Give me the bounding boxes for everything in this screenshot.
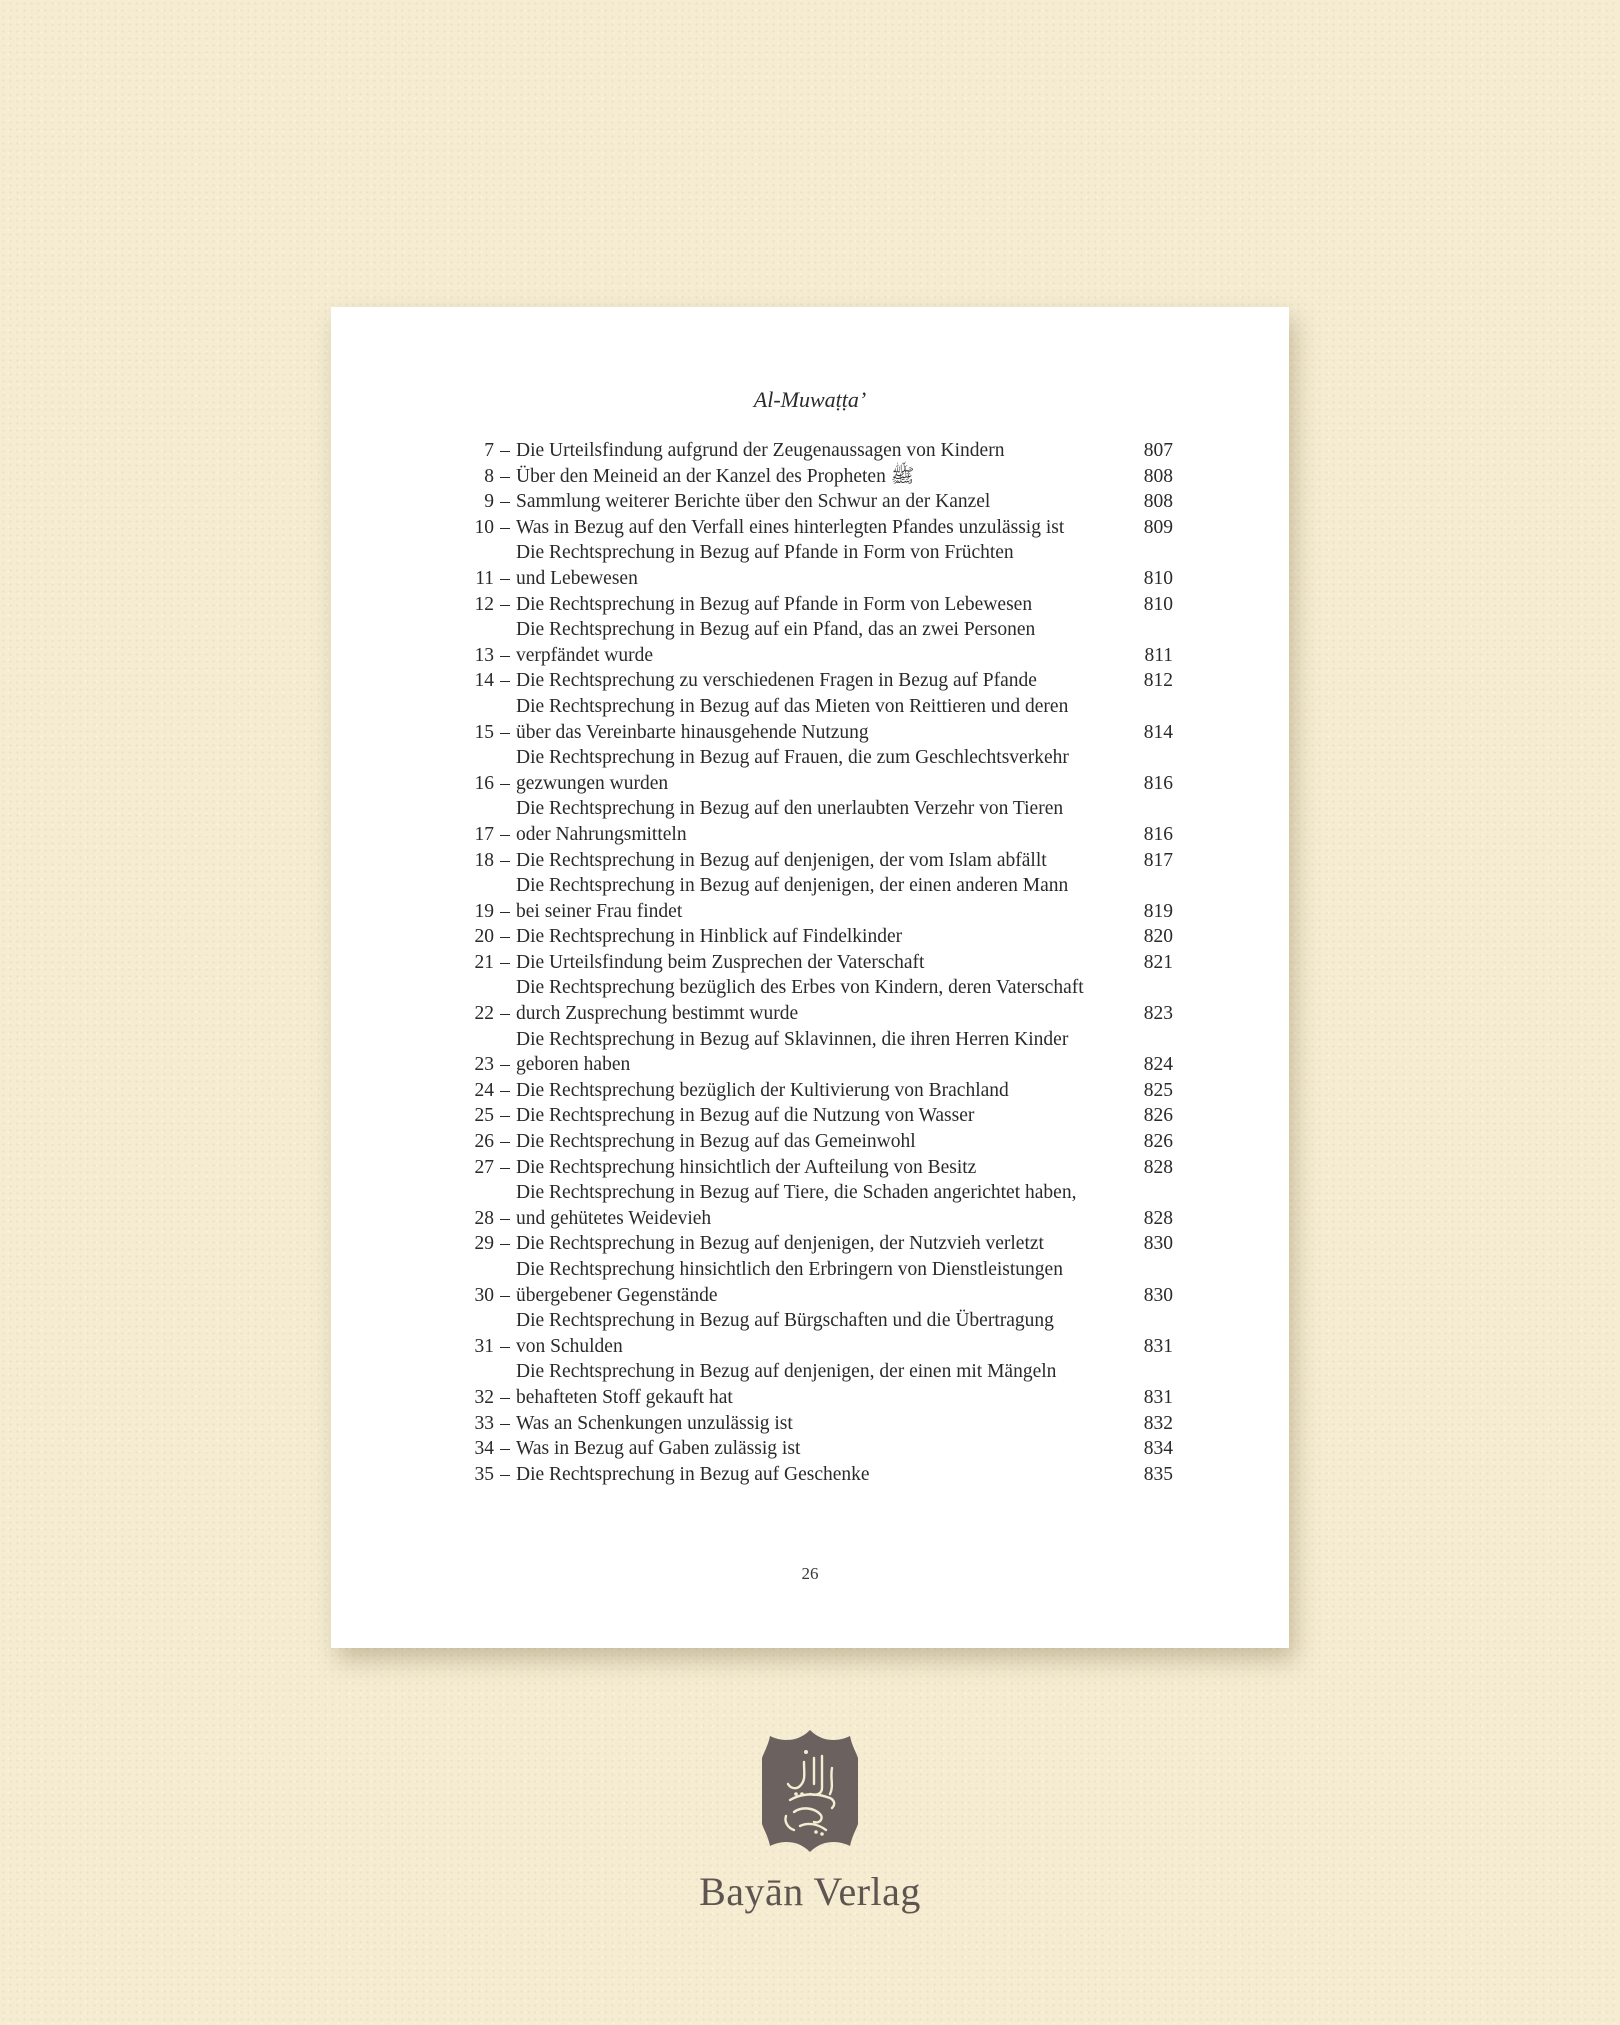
- toc-entry-title: [516, 1462, 1133, 1488]
- toc-entry-title-line: Was in Bezug auf den Verfall eines hinterlegten Pfandes unzulässig ist: [516, 516, 1065, 538]
- toc-entry-title: [516, 1129, 1133, 1155]
- toc-entry-title-line: Die Rechtsprechung bezüglich der Kultivierung von Brachland: [516, 1079, 1009, 1101]
- toc-entry-continuation-line: über das Vereinbarte hinausgehende Nutzung: [516, 721, 869, 743]
- toc-entry-number: 35: [474, 1463, 494, 1485]
- toc-entry-title: [516, 848, 1133, 874]
- toc-entry-page: 816: [1143, 823, 1173, 845]
- toc-entry: [468, 438, 1173, 464]
- toc-entry-continuation-line: oder Nahrungsmitteln: [516, 823, 687, 845]
- toc-entry-continuation-line: und Lebewesen: [516, 567, 638, 589]
- toc-entry-title: [516, 1078, 1133, 1104]
- toc-entry-number: 8: [484, 465, 494, 487]
- toc-entry-title-line: Die Rechtsprechung in Bezug auf denjenigen, der vom Islam abfällt: [516, 849, 1047, 871]
- toc-entry-dash: –: [500, 772, 510, 794]
- toc-entry: [468, 1155, 1173, 1181]
- toc-entry: [468, 1359, 1173, 1410]
- toc-entry-title: [516, 745, 1133, 796]
- toc-entry-title: [516, 975, 1133, 1026]
- toc-entry-continuation-line: durch Zusprechung bestimmt wurde: [516, 1003, 799, 1025]
- toc-entry-title-line: Die Rechtsprechung in Bezug auf die Nutzung von Wasser: [516, 1105, 975, 1127]
- toc-entry-page: 826: [1143, 1105, 1173, 1127]
- toc-entry-number: 26: [474, 1131, 494, 1153]
- toc-entry-dash: –: [500, 516, 510, 538]
- toc-entry-number: 30: [474, 1284, 494, 1306]
- toc-entry-page: 834: [1143, 1438, 1173, 1460]
- toc-entry-page: 830: [1143, 1233, 1173, 1255]
- toc-entry-title-line: Die Rechtsprechung in Bezug auf Sklavinnen, die ihren Herren Kinder: [516, 1028, 1069, 1050]
- toc-entry-title-line: Sammlung weiterer Berichte über den Schwur an der Kanzel: [516, 491, 991, 513]
- toc-entry-number: 9: [484, 491, 494, 513]
- toc-entry-number: 12: [474, 593, 494, 615]
- toc-entry: [468, 745, 1173, 796]
- toc-entry-title: [516, 617, 1133, 668]
- toc-entry-dash: –: [500, 1207, 510, 1229]
- toc-entry-title-line: Die Urteilsfindung aufgrund der Zeugenaussagen von Kindern: [516, 440, 1005, 461]
- toc-entry-title-line: Was an Schenkungen unzulässig ist: [516, 1412, 793, 1434]
- toc-entry-dash: –: [500, 951, 510, 973]
- toc-entry-dash: –: [500, 670, 510, 692]
- toc-entry-dash: –: [500, 491, 510, 513]
- toc-entry-number: 33: [474, 1412, 494, 1434]
- toc-entry-dash: –: [500, 1003, 510, 1025]
- toc-entry-page: 811: [1144, 644, 1173, 666]
- toc-entry: [468, 1027, 1173, 1078]
- toc-entry: [468, 796, 1173, 847]
- toc-entry: [468, 950, 1173, 976]
- toc-entry-dash: –: [500, 567, 510, 589]
- toc-entry-title-line: Über den Meineid an der Kanzel des Propheten ﷺ: [516, 465, 915, 487]
- toc-entry-title-line: Die Rechtsprechung in Bezug auf den unerlaubten Verzehr von Tieren: [516, 798, 1064, 820]
- toc-entry-page: 812: [1143, 670, 1173, 692]
- publisher-name: Bayān Verlag: [699, 1869, 921, 1914]
- toc-entry: [468, 1103, 1173, 1129]
- toc-entry-dash: –: [500, 1386, 510, 1408]
- toc-entry-title-line: Die Rechtsprechung hinsichtlich den Erbringern von Dienstleistungen: [516, 1259, 1063, 1280]
- toc-entry-page: 810: [1143, 593, 1173, 615]
- toc-entry-number: 11: [475, 567, 494, 589]
- toc-entry-dash: –: [500, 823, 510, 845]
- toc-entry: [468, 1257, 1173, 1308]
- toc-entry-number: 25: [474, 1105, 494, 1127]
- toc-entry: [468, 924, 1173, 950]
- toc-entry-dash: –: [500, 1233, 510, 1255]
- toc-entry-number: 34: [474, 1438, 494, 1460]
- toc-entry-title: [516, 1436, 1133, 1462]
- toc-entry-number: 7: [484, 440, 494, 461]
- toc-entry-dash: –: [500, 1131, 510, 1153]
- toc-entry-page: 809: [1143, 516, 1173, 538]
- toc-entry-dash: –: [500, 1284, 510, 1306]
- toc-entry-page: 808: [1143, 491, 1173, 513]
- toc-entry-dash: –: [500, 1105, 510, 1127]
- toc-entry-dash: –: [500, 1335, 510, 1357]
- toc-entry: [468, 1180, 1173, 1231]
- toc-entry-page: 828: [1143, 1156, 1173, 1178]
- toc-entry-number: 15: [474, 721, 494, 743]
- toc-entry-title-line: Die Rechtsprechung in Bezug auf Tiere, die Schaden angerichtet haben,: [516, 1182, 1077, 1204]
- toc-entry-page: 824: [1143, 1054, 1173, 1076]
- toc-entry-number: 19: [474, 900, 494, 922]
- toc-entry: [468, 668, 1173, 694]
- toc-entry: [468, 1462, 1173, 1488]
- toc-entry-page: 821: [1143, 951, 1173, 973]
- toc-entry-dash: –: [500, 721, 510, 743]
- toc-entry-title: [516, 1411, 1133, 1437]
- toc-entry-number: 24: [474, 1079, 494, 1101]
- toc-entry-title: [516, 515, 1133, 541]
- toc-entry-number: 16: [474, 772, 494, 794]
- toc-entry-title: [516, 950, 1133, 976]
- toc-entry: [468, 1129, 1173, 1155]
- toc-entry-title-line: Die Rechtsprechung in Bezug auf denjenigen, der einen anderen Mann: [516, 875, 1069, 897]
- toc-entry-page: 831: [1143, 1335, 1173, 1357]
- toc-entry-dash: –: [500, 1079, 510, 1101]
- toc-entry-title-line: Die Rechtsprechung in Hinblick auf Findelkinder: [516, 926, 903, 948]
- toc-entry-page: 825: [1143, 1079, 1173, 1101]
- toc-entry-dash: –: [500, 440, 510, 461]
- toc-entry-number: 14: [474, 670, 494, 692]
- toc-entry-title: [516, 592, 1133, 618]
- toc-entry-title: [516, 694, 1133, 745]
- toc-entry-dash: –: [500, 1054, 510, 1076]
- arabic-calligraphy-emblem-icon: [760, 1728, 860, 1854]
- toc-entry-title-line: Die Rechtsprechung in Bezug auf Geschenke: [516, 1463, 870, 1485]
- toc-entry-number: 28: [474, 1207, 494, 1229]
- toc-entry-title-line: Die Rechtsprechung in Bezug auf Bürgschaften und die Übertragung: [516, 1310, 1054, 1332]
- toc-entry: [468, 975, 1173, 1026]
- toc-entry-title-line: Die Rechtsprechung in Bezug auf Frauen, die zum Geschlechtsverkehr: [516, 747, 1069, 769]
- toc-entry-number: 10: [474, 516, 494, 538]
- toc-entry-title: [516, 1027, 1133, 1078]
- toc-entry-number: 23: [474, 1054, 494, 1076]
- toc-entry-page: 814: [1143, 721, 1173, 743]
- toc-entry-title: [516, 1231, 1133, 1257]
- toc-entry: [468, 617, 1173, 668]
- toc-entry-dash: –: [500, 1463, 510, 1485]
- toc-entry-continuation-line: verpfändet wurde: [516, 644, 653, 666]
- toc-entry: [468, 464, 1173, 490]
- toc-entry: [468, 489, 1173, 515]
- toc-entry-title: [516, 1180, 1133, 1231]
- toc-entry-number: 13: [474, 644, 494, 666]
- toc-entry-number: 27: [474, 1156, 494, 1178]
- toc-entry-page: 817: [1143, 849, 1173, 871]
- toc-entry-number: 31: [474, 1335, 494, 1357]
- toc-entry-page: 835: [1143, 1463, 1173, 1485]
- book-page: [331, 307, 1289, 1648]
- toc-entry-title-line: Die Rechtsprechung bezüglich des Erbes von Kindern, deren Vaterschaft: [516, 977, 1084, 999]
- toc-entry-continuation-line: geboren haben: [516, 1054, 631, 1076]
- toc-entry-title: [516, 1359, 1133, 1410]
- toc-entry-title: [516, 796, 1133, 847]
- toc-entry: [468, 1411, 1173, 1437]
- toc-entry-title-line: Die Urteilsfindung beim Zusprechen der Vaterschaft: [516, 951, 925, 973]
- toc-entry-title-line: Die Rechtsprechung in Bezug auf denjenigen, der Nutzvieh verletzt: [516, 1233, 1044, 1255]
- toc-entry-title: [516, 464, 1133, 490]
- toc-entry: [468, 1078, 1173, 1104]
- toc-entry: [468, 592, 1173, 618]
- toc-entry-page: 807: [1143, 440, 1173, 461]
- toc-entry-title-line: Die Rechtsprechung in Bezug auf Pfande in Form von Früchten: [516, 542, 1014, 564]
- toc-entry: [468, 848, 1173, 874]
- toc-entry-title-line: Die Rechtsprechung in Bezug auf Pfande in Form von Lebewesen: [516, 593, 1033, 615]
- toc-entry-dash: –: [500, 926, 510, 948]
- toc-entry-title: [516, 1308, 1133, 1359]
- toc-entry-page: 810: [1143, 567, 1173, 589]
- page-number: 26: [801, 1564, 819, 1583]
- toc-entry-dash: –: [500, 900, 510, 922]
- toc-entry: [468, 694, 1173, 745]
- toc-entry-title: [516, 873, 1133, 924]
- toc-entry-dash: –: [500, 849, 510, 871]
- toc-entry-continuation-line: bei seiner Frau findet: [516, 900, 683, 922]
- toc-entry-title: [516, 489, 1133, 515]
- toc-entry-dash: –: [500, 1156, 510, 1178]
- toc-entry-dash: –: [500, 1412, 510, 1434]
- toc-entry-dash: –: [500, 465, 510, 487]
- toc-entry-page: 830: [1143, 1284, 1173, 1306]
- toc-entry-page: 820: [1143, 926, 1173, 948]
- toc-entry-page: 808: [1143, 465, 1173, 487]
- toc-entry-title: [516, 668, 1133, 694]
- toc-entry-title-line: Die Rechtsprechung in Bezug auf ein Pfand, das an zwei Personen: [516, 619, 1036, 641]
- toc-entry-title: [516, 1257, 1133, 1308]
- toc-entry-number: 17: [474, 823, 494, 845]
- toc-entry-page: 823: [1143, 1003, 1173, 1025]
- toc-entry: [468, 873, 1173, 924]
- publisher-block: [0, 1728, 1620, 1915]
- toc-entry-title: [516, 1155, 1133, 1181]
- toc-entry: [468, 1231, 1173, 1257]
- toc-entry-page: 831: [1143, 1386, 1173, 1408]
- toc-entry: [468, 515, 1173, 541]
- toc-entry-continuation-line: gezwungen wurden: [516, 772, 669, 794]
- toc-entry-number: 20: [474, 926, 494, 948]
- toc-entry-page: 819: [1143, 900, 1173, 922]
- toc-entry-title: [516, 540, 1133, 591]
- toc-entry-number: 22: [474, 1003, 494, 1025]
- toc-entry: [468, 1308, 1173, 1359]
- toc-entry-title: [516, 438, 1133, 464]
- toc-entry-dash: –: [500, 1438, 510, 1460]
- toc-entry-title-line: Die Rechtsprechung in Bezug auf das Gemeinwohl: [516, 1131, 916, 1153]
- toc-entry-title-line: Die Rechtsprechung hinsichtlich der Aufteilung von Besitz: [516, 1156, 977, 1178]
- toc-entry-page: 832: [1143, 1412, 1173, 1434]
- toc-entry-title-line: Die Rechtsprechung in Bezug auf das Mieten von Reittieren und deren: [516, 695, 1069, 717]
- toc-entry-title-line: Die Rechtsprechung in Bezug auf denjenigen, der einen mit Mängeln: [516, 1361, 1057, 1383]
- toc-entry-number: 32: [474, 1386, 494, 1408]
- toc-entry-number: 18: [474, 849, 494, 871]
- toc-entry-title: [516, 924, 1133, 950]
- toc-entry-title-line: Was in Bezug auf Gaben zulässig ist: [516, 1438, 801, 1460]
- running-head: Al-Muwaṭṭa’: [753, 387, 867, 412]
- toc-entry: [468, 1436, 1173, 1462]
- toc-entry-page: 826: [1143, 1131, 1173, 1153]
- toc-entry-dash: –: [500, 644, 510, 666]
- toc-entry-continuation-line: von Schulden: [516, 1335, 623, 1357]
- toc-entry-number: 29: [474, 1233, 494, 1255]
- toc-entry-page: 828: [1143, 1207, 1173, 1229]
- toc-entry-dash: –: [500, 593, 510, 615]
- toc-entry-page: 816: [1143, 772, 1173, 794]
- toc-entry-continuation-line: übergebener Gegenstände: [516, 1284, 718, 1306]
- table-of-contents: [468, 438, 1173, 1487]
- toc-entry: [468, 540, 1173, 591]
- toc-entry-continuation-line: und gehütetes Weidevieh: [516, 1207, 712, 1229]
- toc-entry-title-line: Die Rechtsprechung zu verschiedenen Fragen in Bezug auf Pfande: [516, 670, 1037, 692]
- toc-entry-continuation-line: behafteten Stoff gekauft hat: [516, 1386, 733, 1408]
- toc-entry-number: 21: [474, 951, 494, 973]
- toc-entry-title: [516, 1103, 1133, 1129]
